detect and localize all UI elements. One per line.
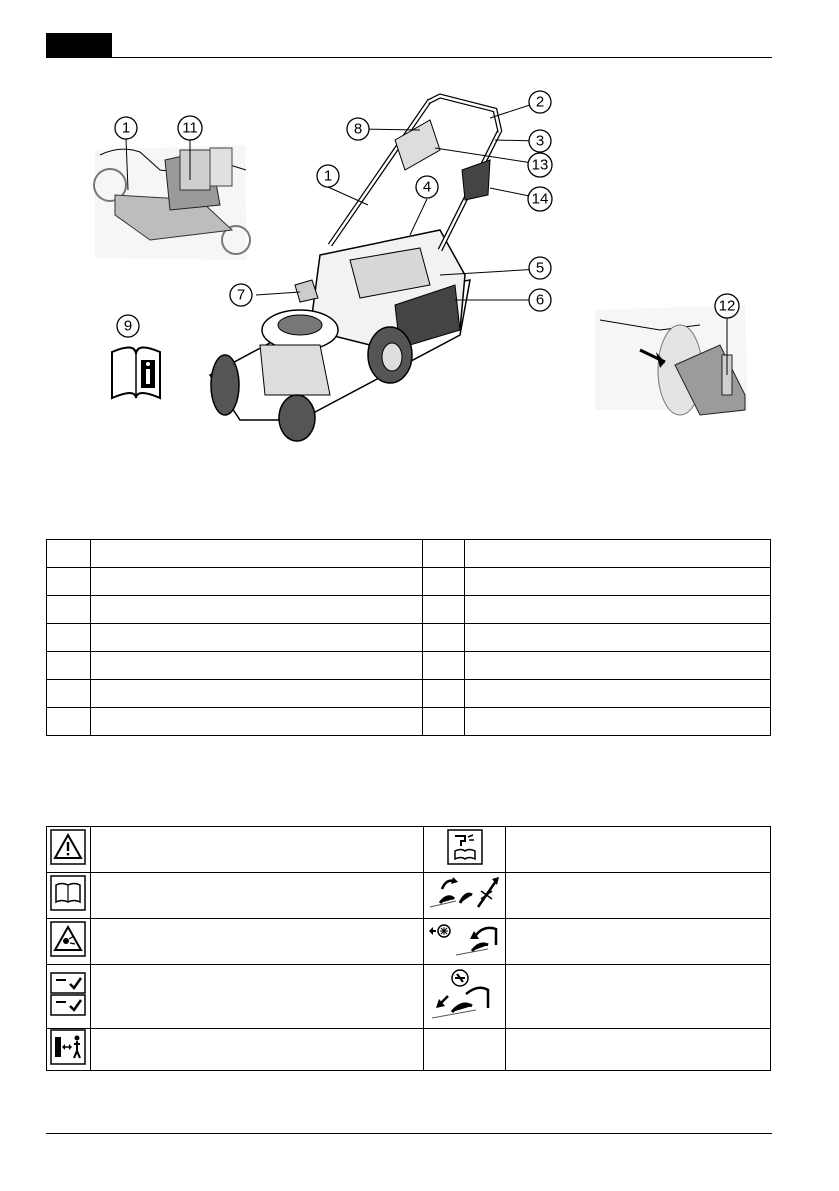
parts-row — [47, 540, 771, 568]
operating-instructions-icon — [447, 829, 483, 865]
part-name-cell — [90, 568, 423, 596]
part-number-cell — [423, 596, 465, 624]
callout-3 — [529, 130, 551, 152]
header-tab — [46, 33, 112, 58]
mower-overview-figure — [0, 80, 839, 460]
part-name-cell — [465, 652, 771, 680]
callout-6 — [529, 289, 551, 311]
symbol-row — [47, 827, 771, 873]
handle-fold-icon — [426, 873, 504, 913]
svg-text:14: 14 — [531, 190, 549, 208]
svg-text:11: 11 — [182, 119, 198, 137]
footer-rule — [46, 1133, 772, 1134]
symbol-desc — [90, 827, 423, 873]
symbol-desc — [90, 919, 423, 965]
symbols-table — [46, 826, 771, 1071]
symbol-desc — [506, 873, 771, 919]
part-number-cell — [47, 652, 91, 680]
thrown-objects-warning-icon — [50, 921, 86, 957]
parts-row — [47, 568, 771, 596]
symbol-desc — [506, 827, 771, 873]
svg-text:9: 9 — [123, 317, 133, 335]
part-name-cell — [465, 596, 771, 624]
part-name-cell — [465, 708, 771, 736]
part-number-cell — [47, 624, 91, 652]
callout-5 — [529, 257, 551, 279]
callout-4 — [416, 176, 438, 198]
parts-row — [47, 652, 771, 680]
part-name-cell — [465, 540, 771, 568]
svg-text:1: 1 — [323, 167, 333, 185]
part-name-cell — [90, 624, 423, 652]
symbol-row — [47, 873, 771, 919]
svg-text:5: 5 — [535, 259, 545, 277]
callout-1b — [317, 165, 339, 187]
svg-text:13: 13 — [531, 156, 549, 174]
part-name-cell — [465, 624, 771, 652]
part-name-cell — [465, 680, 771, 708]
callout-1a — [115, 117, 137, 139]
part-name-cell — [465, 568, 771, 596]
callout-13 — [528, 153, 552, 177]
callout-11 — [178, 116, 202, 140]
callout-14 — [528, 187, 552, 211]
part-number-cell — [47, 596, 91, 624]
part-number-cell — [423, 624, 465, 652]
symbol-desc — [90, 965, 423, 1029]
part-number-cell — [47, 708, 91, 736]
symbol-row — [47, 1029, 771, 1071]
parts-row — [47, 708, 771, 736]
engine-stop-icon — [426, 966, 504, 1022]
parts-row — [47, 596, 771, 624]
svg-text:1: 1 — [121, 119, 131, 137]
callout-8 — [347, 118, 369, 140]
callout-9 — [117, 315, 139, 337]
part-number-cell — [47, 680, 91, 708]
empty-icon-cell — [424, 1029, 506, 1071]
svg-text:7: 7 — [236, 286, 246, 304]
header-rule — [46, 57, 772, 58]
grass-catcher-inset — [94, 145, 250, 260]
part-number-cell — [423, 568, 465, 596]
part-number-cell — [423, 540, 465, 568]
symbol-desc — [90, 1029, 423, 1071]
svg-text:8: 8 — [353, 120, 363, 138]
manual-book-icon — [112, 347, 160, 398]
svg-text:3: 3 — [535, 132, 545, 150]
hand-checklist-icon — [50, 972, 86, 1016]
keep-distance-icon — [50, 1029, 86, 1065]
part-name-cell — [90, 540, 423, 568]
symbol-desc — [90, 873, 423, 919]
part-number-cell — [423, 708, 465, 736]
engine-start-icon — [426, 919, 504, 959]
warning-triangle-icon — [50, 829, 86, 865]
part-name-cell — [90, 596, 423, 624]
symbol-desc — [506, 919, 771, 965]
open-book-icon — [50, 875, 86, 911]
parts-legend-table — [46, 539, 771, 736]
part-name-cell — [90, 708, 423, 736]
svg-text:6: 6 — [535, 291, 545, 309]
mulch-insert-inset — [595, 305, 748, 415]
svg-text:2: 2 — [535, 93, 545, 111]
callout-7 — [230, 284, 252, 306]
part-number-cell — [423, 652, 465, 680]
symbol-desc — [506, 1029, 771, 1071]
callout-12 — [715, 294, 739, 318]
part-number-cell — [47, 568, 91, 596]
part-number-cell — [47, 540, 91, 568]
callout-2 — [529, 91, 551, 113]
svg-text:12: 12 — [718, 297, 736, 315]
svg-text:4: 4 — [422, 178, 432, 196]
part-name-cell — [90, 680, 423, 708]
parts-row — [47, 680, 771, 708]
part-name-cell — [90, 652, 423, 680]
symbol-desc — [506, 965, 771, 1029]
symbol-row — [47, 919, 771, 965]
mower-drawing — [210, 96, 500, 441]
symbol-row — [47, 965, 771, 1029]
part-number-cell — [423, 680, 465, 708]
parts-row — [47, 624, 771, 652]
